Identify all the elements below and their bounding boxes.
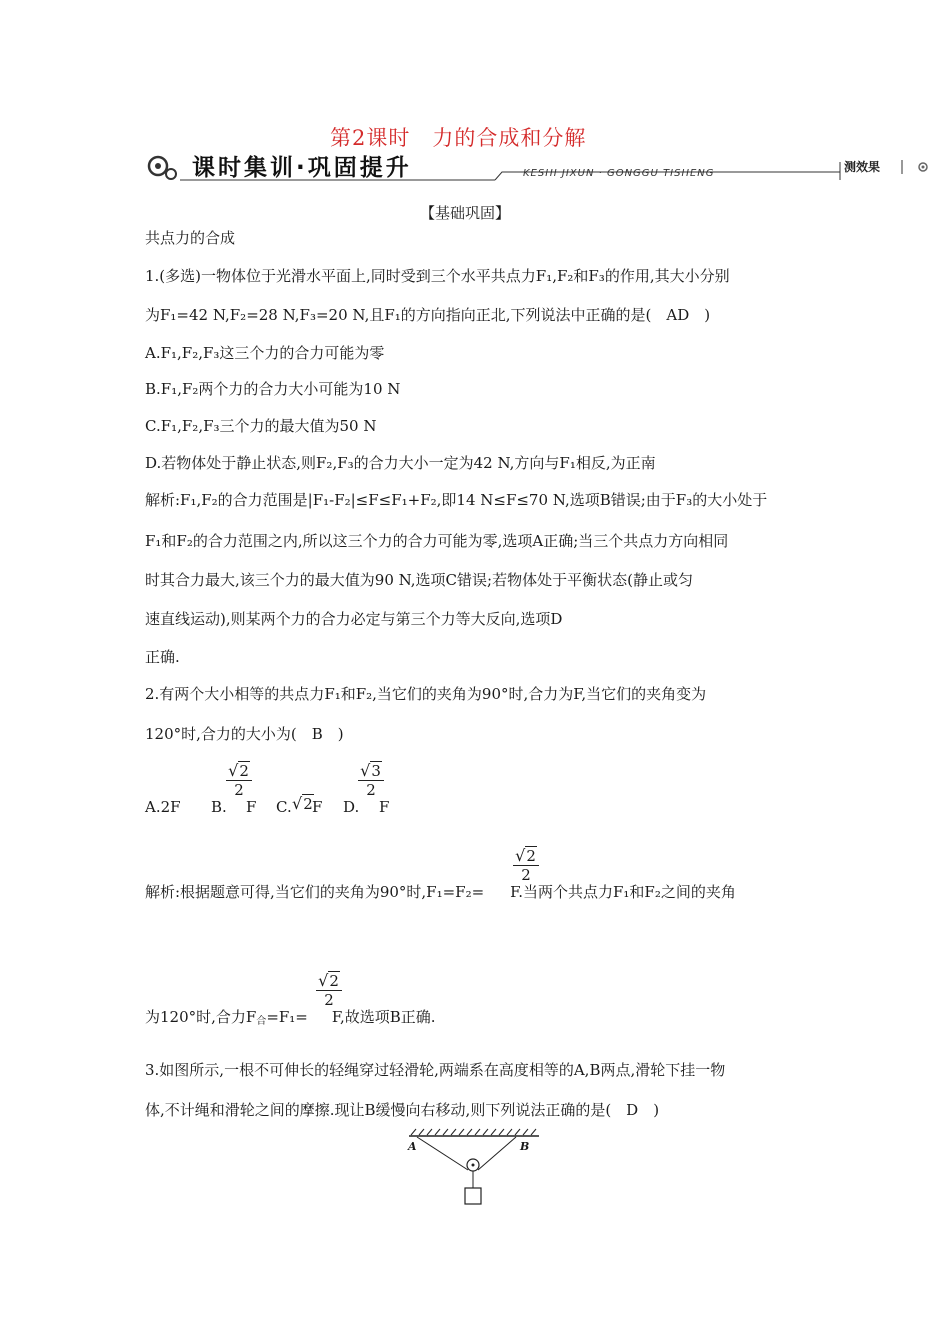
hanging-weight xyxy=(465,1188,481,1204)
q1-stem-line1: 1.(多选)一物体位于光滑水平面上,同时受到三个水平共点力F₁,F₂和F₃的作用,其大小分别 xyxy=(145,267,730,285)
q2-option-b-unit: F xyxy=(246,798,257,816)
point-b-label: B xyxy=(520,1140,530,1153)
q2-analysis-fraction: $\frac{√2}{2}$ xyxy=(513,847,539,884)
gear-icon xyxy=(149,157,176,179)
side-tag: 测效果 xyxy=(844,160,881,174)
q2-analysis-line2: 为120°时,合力$F_合=F_1= F$,故选项B正确. xyxy=(145,1008,436,1027)
q2-option-b-label: B. xyxy=(211,798,227,816)
banner-subtitle: KESHI JIXUN · GONGGU TISHENG xyxy=(523,168,715,179)
q1-option-b: B.F₁,F₂两个力的合力大小可能为10 N xyxy=(145,380,401,398)
point-a-label: A xyxy=(408,1140,417,1153)
q1-analysis-line: 时其合力最大,该三个力的最大值为90 N,选项C错误;若物体处于平衡状态(静止或匀 xyxy=(145,571,693,589)
q2-option-c-label: C. xyxy=(276,798,292,816)
q3-stem-line2: 体,不计绳和滑轮之间的摩擦.现让B缓慢向右移动,则下列说法正确的是( D ) xyxy=(145,1101,660,1119)
q2-analysis-fraction: $\frac{√2}{2}$ xyxy=(316,972,342,1009)
q3-stem-line1: 3.如图所示,一根不可伸长的轻绳穿过轻滑轮,两端系在高度相等的A,B两点,滑轮下挂一物 xyxy=(145,1061,726,1079)
q2-option-c-sqrt: √2 xyxy=(292,794,313,813)
q2-analysis-line1: 解析:根据题意可得,当它们的夹角为90°时,F₁=F₂= F.当两个共点力F₁和F₂之间的夹角 xyxy=(145,883,736,901)
q2-option-d-unit: F xyxy=(379,798,390,816)
q2-stem-line2: 120°时,合力的大小为( B ) xyxy=(145,725,344,743)
rope-left xyxy=(417,1137,468,1170)
q2-option-c-unit: F xyxy=(312,798,323,816)
q1-stem-line2: 为F₁=42 N,F₂=28 N,F₃=20 N,且F₁的方向指向正北,下列说法中正确的是( AD ) xyxy=(145,306,711,324)
q2-option-d-label: D. xyxy=(343,798,360,816)
flower-icon xyxy=(919,163,927,171)
section-heading: 【基础巩固】 xyxy=(420,204,511,222)
q2-option-d-fraction: $\frac{√3}{2}$ xyxy=(358,762,384,799)
q1-option-a: A.F₁,F₂,F₃这三个力的合力可能为零 xyxy=(145,344,385,362)
q1-analysis-line: 正确. xyxy=(145,648,180,666)
q1-option-d: D.若物体处于静止状态,则F₂,F₃的合力大小一定为42 N,方向与F₁相反,为正南 xyxy=(145,454,656,472)
rope-right xyxy=(478,1137,516,1170)
banner-title: 课时集训·巩固提升 xyxy=(192,155,412,181)
q2-option-a: A.2F xyxy=(145,798,181,816)
lesson-title: 第2课时 力的合成和分解 xyxy=(330,126,587,150)
topic-title: 共点力的合成 xyxy=(145,229,236,247)
q2-option-b-fraction: $\frac{√2}{2}$ xyxy=(226,762,252,799)
q1-analysis-line: 速直线运动),则某两个力的合力必定与第三个力等大反向,选项D xyxy=(145,610,563,628)
q1-analysis-line: 解析:F₁,F₂的合力范围是|F₁-F₂|≤F≤F₁+F₂,即14 N≤F≤70 N,选项B错误;由于F₃的大小处于 xyxy=(145,491,768,509)
ceiling-hatching xyxy=(411,1129,536,1135)
pulley-axle xyxy=(472,1164,475,1167)
q1-analysis-line: F₁和F₂的合力范围之内,所以这三个力的合力可能为零,选项A正确;当三个共点力方向相同 xyxy=(145,532,729,550)
q2-stem-line1: 2.有两个大小相等的共点力F₁和F₂,当它们的夹角为90°时,合力为F,当它们的夹角变为 xyxy=(145,685,707,703)
q1-option-c: C.F₁,F₂,F₃三个力的最大值为50 N xyxy=(145,417,377,435)
